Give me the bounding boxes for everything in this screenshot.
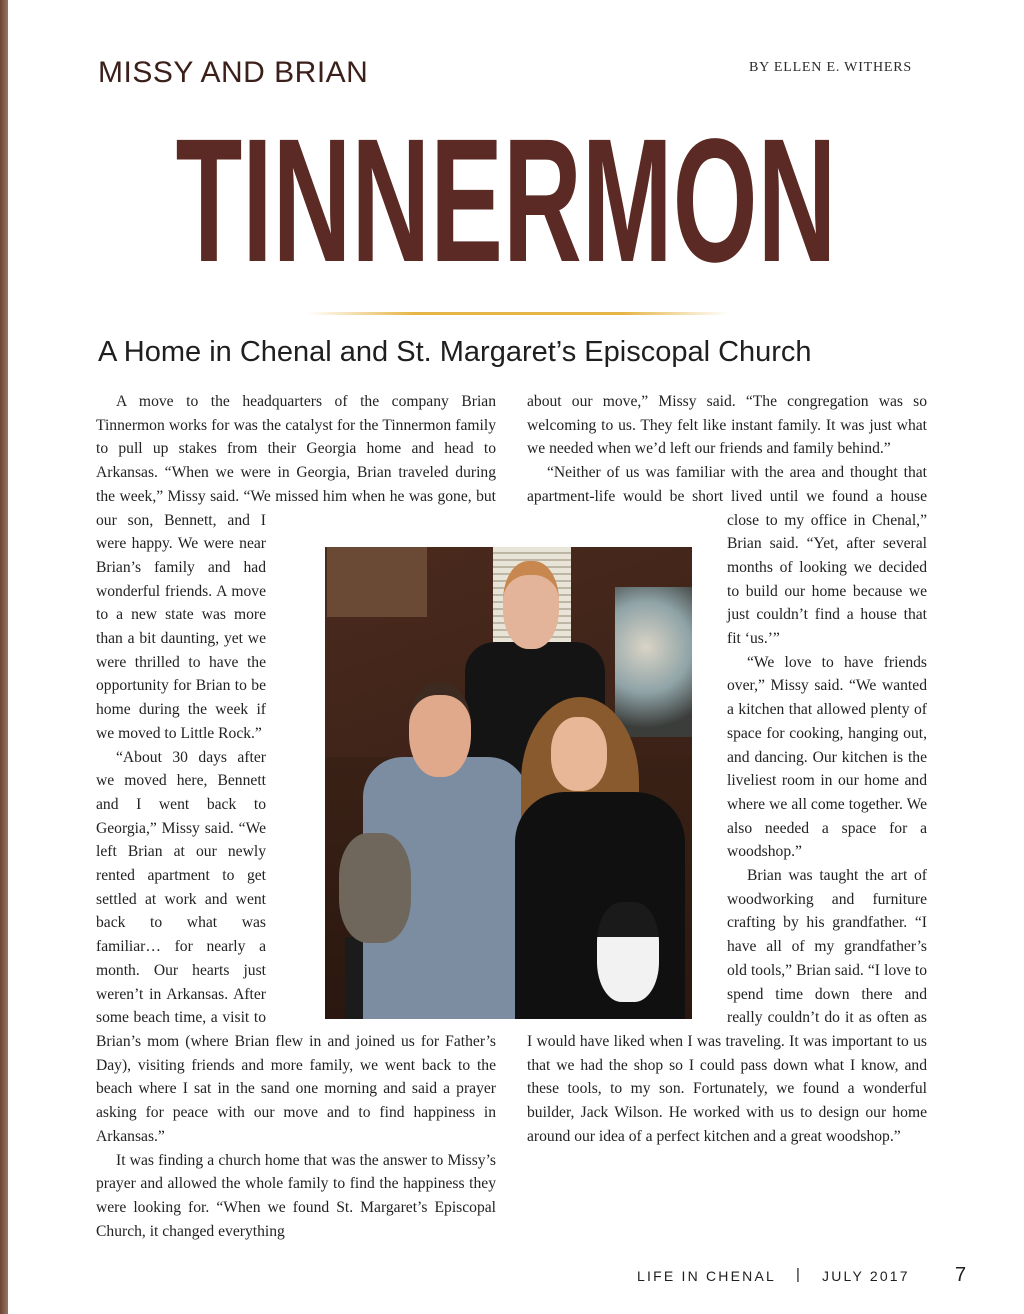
photo-mother [515, 792, 685, 1019]
page-number: 7 [955, 1264, 967, 1286]
title-divider [308, 312, 728, 315]
photo-wall-frame [327, 547, 427, 617]
paragraph: about our move,” Missy said. “The congregation was so welcoming to us. They felt like instant family. It was just what we needed when we’d left our friends and family behind.” [527, 393, 927, 458]
byline: BY ELLEN E. WITHERS [749, 60, 912, 75]
paragraph: “We love to have friends over,” Missy said. “We wanted a kitchen that allowed plenty of space for cooking, hanging out, and dancing. Our kitchen is the liveliest room in our home and where we all come together. We also needed a space for a woodshop.” [727, 653, 927, 861]
kicker-heading: MISSY AND BRIAN [98, 56, 369, 89]
photo-son-head [503, 561, 559, 649]
paragraph: A move to the headquarters of the company Brian Tinnermon works for was the catalyst for the Tinnermon family to pull up stakes from their Georgia home and head to Arkansas. “When we were in Georgia, Brian traveled during the week,” Missy said. “We missed him when he was gone, but our son, Bennett, and I were happy. We were near Brian’s family and had wonderful friends. A move to a new state was more than a bit daunting, yet we were thrilled to have the opportunity for Brian to be home during the week if we moved to Little Rock.” [96, 393, 496, 742]
photo-mother-head [551, 717, 607, 791]
footer-separator: | [796, 1266, 800, 1283]
paragraph: “Neither of us was familiar with the area and thought that apartment-life would be short lived until we found a house close to my office in Chenal,” Brian said. “Yet, after several months of looking we decided to build our home because we just couldn’t find a house that fit ‘us.’” [527, 464, 927, 648]
subtitle: A Home in Chenal and St. Margaret’s Episcopal Church [98, 336, 812, 368]
photo-painted-panel [615, 587, 692, 737]
family-photo [325, 547, 692, 1019]
paragraph: It was finding a church home that was the answer to Missy’s prayer and allowed the whole family to find the happiness they were looking for. “When we found St. Margaret’s Episcopal Church, it changed everything [96, 1151, 496, 1240]
footer-publication: LIFE IN CHENAL [637, 1268, 776, 1284]
page-title: TINNERMON [175, 103, 837, 299]
footer-date: JULY 2017 [822, 1268, 910, 1284]
paragraph: “About 30 days after we moved here, Bennett and I went back to Georgia,” Missy said. “We left Brian at our newly rented apartment to get settled at work and went back to what was familiar… for nearly a month. Our hearts just weren’t in Arkansas. After some beach time, a visit to Brian’s mom (where Brian flew in and joined us for Father’s Day), visiting friends and more family, we went back to the beach where I sat in the sand one morning and said a prayer asking for peace with our move and to find happiness in Arkansas.” [96, 748, 496, 1145]
photo-cat [597, 902, 659, 1002]
photo-dog [339, 833, 411, 943]
page-edge-strip [0, 0, 8, 1314]
photo-father-head [409, 683, 471, 777]
paragraph: Brian was taught the art of woodworking and furniture crafting by his grandfather. “I have all of my grandfather’s old tools,” Brian said. “I love to spend time down there and really couldn’t do it as often as I would have liked when I was traveling. It was important to us that we had the shop so I could pass down what I know, and these tools, to my son. Fortunately, we found a wonderful builder, Jack Wilson. He worked with us to design our home around our idea of a perfect kitchen and a great woodshop.” [527, 867, 927, 1145]
